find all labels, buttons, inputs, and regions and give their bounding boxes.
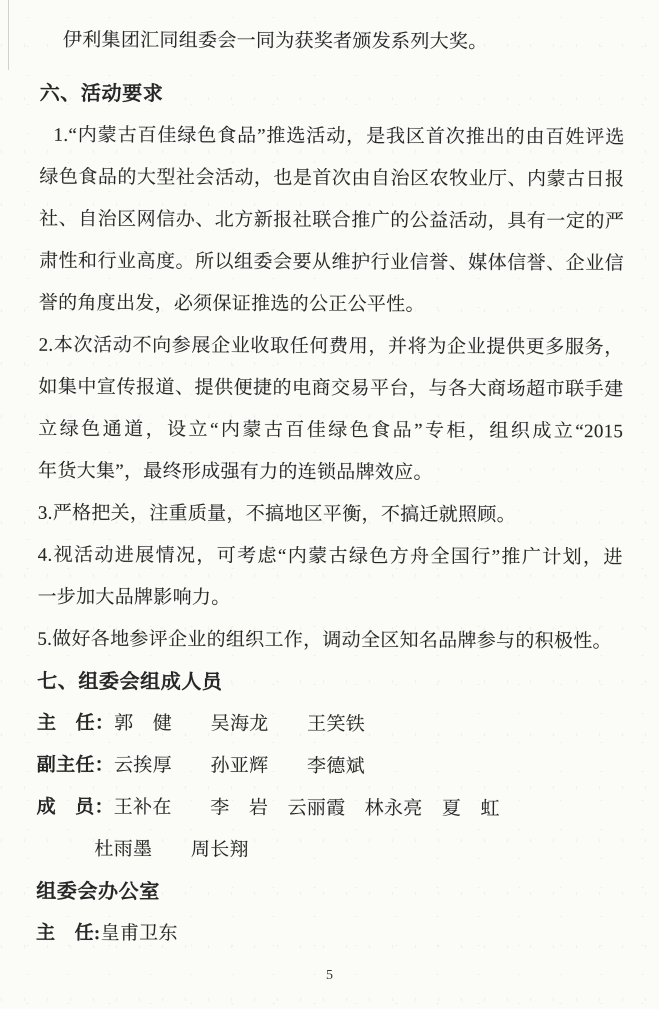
role-names-members-line1: 王补在 李 岩 云丽霞 林永亮 夏 虹 — [113, 797, 500, 820]
role-row-director — [37, 703, 622, 748]
item4-line2: 一步加大品牌影响力。 — [37, 586, 231, 609]
section-heading-activity-requirements: 六、活动要求 — [39, 82, 164, 106]
role-row-deputy-director — [37, 745, 622, 790]
page-number: 5 — [326, 968, 333, 983]
item2-line3: 立绿色通道，设立“内蒙古百佳绿色食品”专柜，组织成立“2015 — [38, 418, 624, 443]
scan-edge-artifact — [8, 0, 9, 70]
role-row-members — [37, 787, 622, 832]
role-names-director: 郭 健 吴海龙 王笑铁 — [114, 713, 366, 736]
section-heading-committee-members: 七、组委会组成人员 — [37, 670, 223, 694]
item3-line1: 3.严格把关，注重质量，不搞地区平衡，不搞迁就照顾。 — [37, 502, 516, 526]
section-heading-committee-office: 组委会办公室 — [36, 880, 160, 904]
role-label-members: 成 员： — [36, 796, 114, 819]
role-row-office-director — [36, 913, 621, 958]
role-label-office-director: 主 任: — [36, 922, 101, 945]
role-label-deputy-director: 副主任： — [36, 754, 115, 777]
item1-line5: 誉的角度出发，必须保证推选的公正公平性。 — [38, 292, 425, 316]
paragraph-closing-line: 伊利集团汇同组委会一同为获奖者颁发系列大奖。 — [62, 29, 488, 53]
item1-line4: 肃性和行业高度。所以组委会要从维护行业信誉、媒体信誉、企业信 — [38, 250, 625, 275]
item1-line3: 社、自治区网信办、北方新报社联合推广的公益活动，具有一定的严 — [39, 208, 625, 233]
item1-line2: 绿色食品的大型社会活动，也是首次由自治区农牧业厅、内蒙古日报 — [39, 166, 625, 191]
role-names-members-line2: 杜雨墨 周长翔 — [94, 838, 249, 861]
item4-line1: 4.视活动进展情况，可考虑“内蒙古绿色方舟全国行”推广计划，进 — [37, 544, 623, 569]
role-names-office-director: 皇甫卫东 — [100, 923, 178, 945]
role-label-director: 主 任： — [36, 712, 115, 735]
item5-line1: 5.做好各地参评企业的组织工作，调动全区知名品牌参与的积极性。 — [37, 628, 612, 653]
role-names-deputy-director: 云挨厚 孙亚辉 李德斌 — [113, 755, 365, 778]
item1-line1: 1.“内蒙古百佳绿色食品”推选活动，是我区首次推出的由百姓评选 — [53, 124, 625, 149]
item2-line1: 2.本次活动不向参展企业收取任何费用，并将为企业提供更多服务， — [38, 334, 624, 359]
item2-line2: 如集中宣传报道、提供便捷的电商交易平台，与各大商场超市联手建 — [38, 376, 624, 401]
document-body — [36, 20, 625, 958]
item2-line4: 年货大集”，最终形成强有力的连锁品牌效应。 — [38, 460, 433, 484]
